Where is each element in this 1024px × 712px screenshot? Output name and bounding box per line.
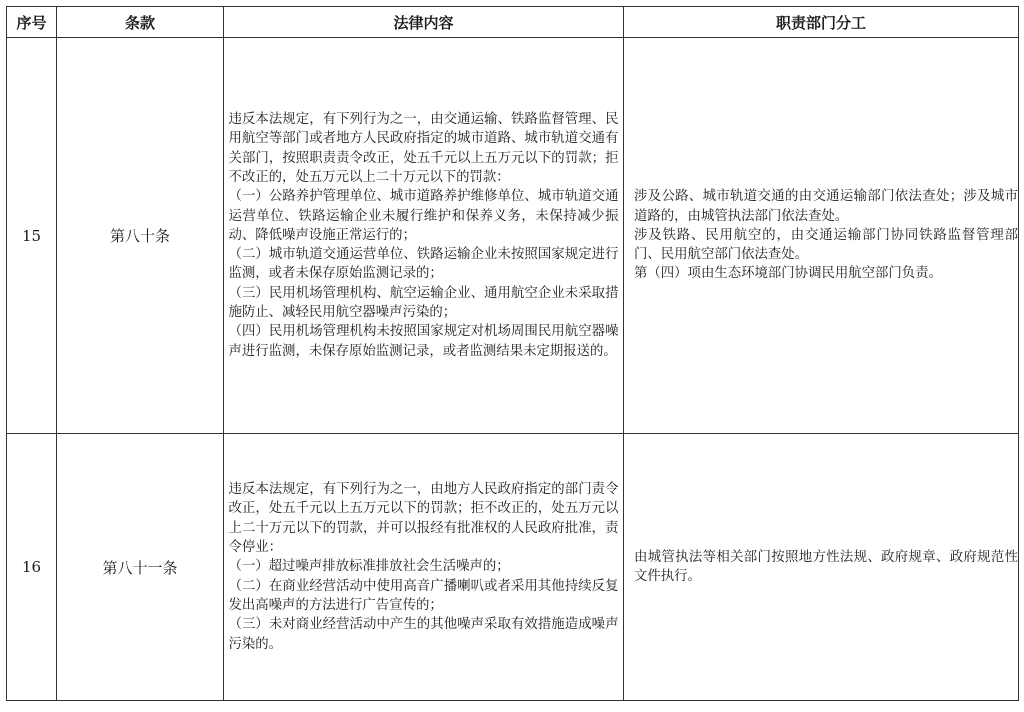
law-content-text <box>229 110 619 361</box>
duty-paragraph: 涉及公路、城市轨道交通的由交通运输部门依法查处；涉及城市道路的，由城管执法部门依法查处。 <box>634 189 1018 224</box>
law-content-cell <box>224 38 624 434</box>
duty-cell <box>624 434 1019 701</box>
duty-text <box>634 187 1018 283</box>
article-number: 第八十一条 <box>57 434 224 701</box>
law-content-text <box>229 480 619 654</box>
law-content-item: （三）未对商业经营活动中产生的其他噪声采取有效措施造成噪声污染的。 <box>228 617 619 652</box>
law-content-item: （三）民用机场管理机构、航空运输企业、通用航空企业未采取措施防止、减轻民用航空器噪声污染的； <box>228 285 619 321</box>
table-header-row <box>7 7 1019 38</box>
article-number: 第八十条 <box>57 38 224 434</box>
law-content-item: （一）超过噪声排放标准排放社会生活噪声的； <box>228 559 510 575</box>
duty-paragraph: 第（四）项由生态环境部门协调民用航空部门负责。 <box>634 266 942 282</box>
table-row <box>7 434 1019 701</box>
duty-paragraph: 涉及铁路、民用航空的，由交通运输部门协同铁路监督管理部门、民用航空部门依法查处。 <box>634 227 1018 263</box>
header-index: 序号 <box>7 7 57 38</box>
law-content-paragraph: 违反本法规定，有下列行为之一，由交通运输、铁路监督管理、民用航空等部门或者地方人民政府指定的城市道路、城市轨道交通有关部门，按照职责责令改正，处五千元以上五万元以下的罚款；拒不改正的，处五万元以上二十万元以下的罚款： <box>228 112 619 185</box>
duty-text <box>634 548 1018 587</box>
law-content-cell <box>224 434 624 701</box>
table-row <box>7 38 1019 434</box>
law-duty-table <box>6 6 1019 701</box>
row-index: 15 <box>7 38 57 434</box>
law-content-item: （二）城市轨道交通运营单位、铁路运输企业未按照国家规定进行监测，或者未保存原始监测记录的； <box>228 247 619 282</box>
header-duty: 职责部门分工 <box>624 7 1019 38</box>
duty-cell <box>624 38 1019 434</box>
row-index: 16 <box>7 434 57 701</box>
law-content-item: （一）公路养护管理单位、城市道路养护维修单位、城市轨道交通运营单位、铁路运输企业未履行维护和保养义务，未保持减少振动、降低噪声设施正常运行的； <box>228 189 619 243</box>
law-content-item: （二）在商业经营活动中使用高音广播喇叭或者采用其他持续反复发出高噪声的方法进行广告宣传的； <box>228 578 619 613</box>
header-article: 条款 <box>57 7 224 38</box>
law-content-item: （四）民用机场管理机构未按照国家规定对机场周围民用航空器噪声进行监测，未保存原始监测记录，或者监测结果未定期报送的。 <box>228 324 619 359</box>
header-content: 法律内容 <box>224 7 624 38</box>
law-content-paragraph: 违反本法规定，有下列行为之一，由地方人民政府指定的部门责令改正，处五千元以上五万元以下的罚款；拒不改正的，处五万元以上二十万元以下的罚款，并可以报经有批准权的人民政府批准，责令停业： <box>228 482 619 556</box>
duty-paragraph: 由城管执法等相关部门按照地方性法规、政府规章、政府规范性文件执行。 <box>634 549 1018 584</box>
